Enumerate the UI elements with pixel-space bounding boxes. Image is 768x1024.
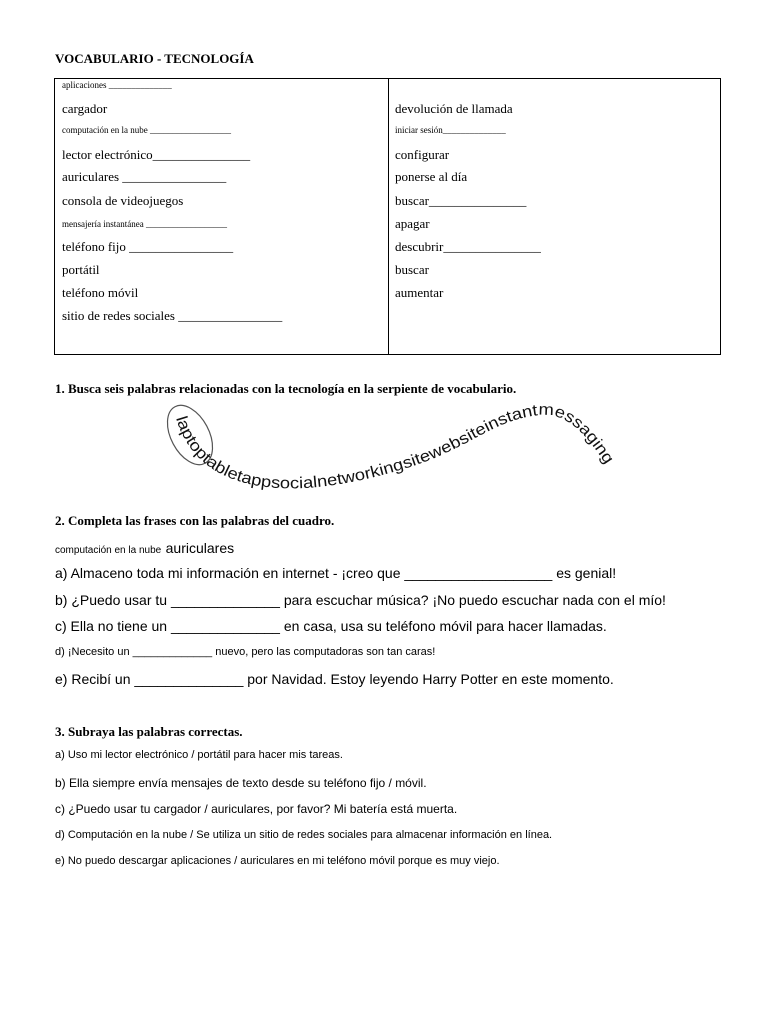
- vocab-left-item: consola de videojuegos: [62, 193, 184, 208]
- sentence-2a: a) Almaceno toda mi información en internet - ¡creo que ___________________ es genial!: [55, 565, 617, 581]
- circled-word-marker: [158, 398, 222, 472]
- table-divider: [388, 79, 389, 354]
- vocab-right-item: buscar: [395, 262, 429, 277]
- sentence-3d: d) Computación en la nube / Se utiliza un sitio de redes sociales para almacenar información en línea.: [55, 829, 553, 841]
- word-box: [55, 540, 234, 558]
- vocab-right-item: ponerse al día: [395, 169, 468, 184]
- sentence-3e: e) No puedo descargar aplicaciones / auriculares en mi teléfono móvil porque es muy viejo.: [55, 855, 500, 867]
- sentence-2b: b) ¿Puedo usar tu ______________ para escuchar música? ¡No puedo escuchar nada con el mío!: [55, 592, 666, 608]
- vocab-left-item: sitio de redes sociales ________________: [62, 308, 283, 323]
- vocab-left-item: aplicaciones ______________: [62, 80, 172, 90]
- sentence-2e: e) Recibí un ______________ por Navidad. Estoy leyendo Harry Potter en este momento.: [55, 671, 614, 687]
- word-box-item: computación en la nube: [55, 545, 162, 556]
- section-1-heading: 1. Busca seis palabras relacionadas con la tecnología en la serpiente de vocabulario.: [55, 381, 517, 396]
- vocab-right-item: buscar_______________: [395, 193, 527, 208]
- vocab-right-item: aumentar: [395, 285, 444, 300]
- vocab-right-item: configurar: [395, 147, 450, 162]
- vocab-left-item: lector electrónico_______________: [62, 147, 251, 162]
- page-title: VOCABULARIO - TECNOLOGÍA: [55, 51, 254, 66]
- vocab-left-item: portátil: [62, 262, 100, 277]
- vocab-left-item: mensajería instantánea __________________: [62, 219, 227, 229]
- vocab-left-item: teléfono fijo ________________: [62, 239, 234, 254]
- vocab-left-item: teléfono móvil: [62, 285, 139, 300]
- vocab-left-item: cargador: [62, 101, 108, 116]
- word-box-item: auriculares: [165, 540, 235, 556]
- section-3-heading: 3. Subraya las palabras correctas.: [55, 724, 243, 739]
- vocab-left-item: computación en la nube __________________: [62, 125, 231, 135]
- vocab-left-item: auriculares ________________: [62, 169, 227, 184]
- vocab-right-item: devolución de llamada: [395, 101, 513, 116]
- snake-text: [172, 402, 617, 493]
- sentence-2d: d) ¡Necesito un _____________ nuevo, pero las computadoras son tan caras!: [55, 646, 436, 658]
- snake-letters: laptoptabletappsocialnetworkingsitewebsiteinstantmessaging: [172, 401, 617, 493]
- sentence-3b: b) Ella siempre envía mensajes de texto desde su teléfono fijo / móvil.: [55, 776, 427, 790]
- sentence-3c: c) ¿Puedo usar tu cargador / auriculares, por favor? Mi batería está muerta.: [55, 802, 458, 816]
- vocabulary-table: [54, 78, 721, 355]
- sentence-2c: c) Ella no tiene un ______________ en casa, usa su teléfono móvil para hacer llamadas.: [55, 618, 607, 634]
- vocab-right-item: iniciar sesión______________: [395, 125, 506, 135]
- vocab-right-item: descubrir_______________: [395, 239, 541, 254]
- sentence-3a: a) Uso mi lector electrónico / portátil para hacer mis tareas.: [55, 749, 343, 761]
- section-2-heading: 2. Completa las frases con las palabras del cuadro.: [55, 513, 335, 528]
- vocab-right-item: apagar: [395, 216, 430, 231]
